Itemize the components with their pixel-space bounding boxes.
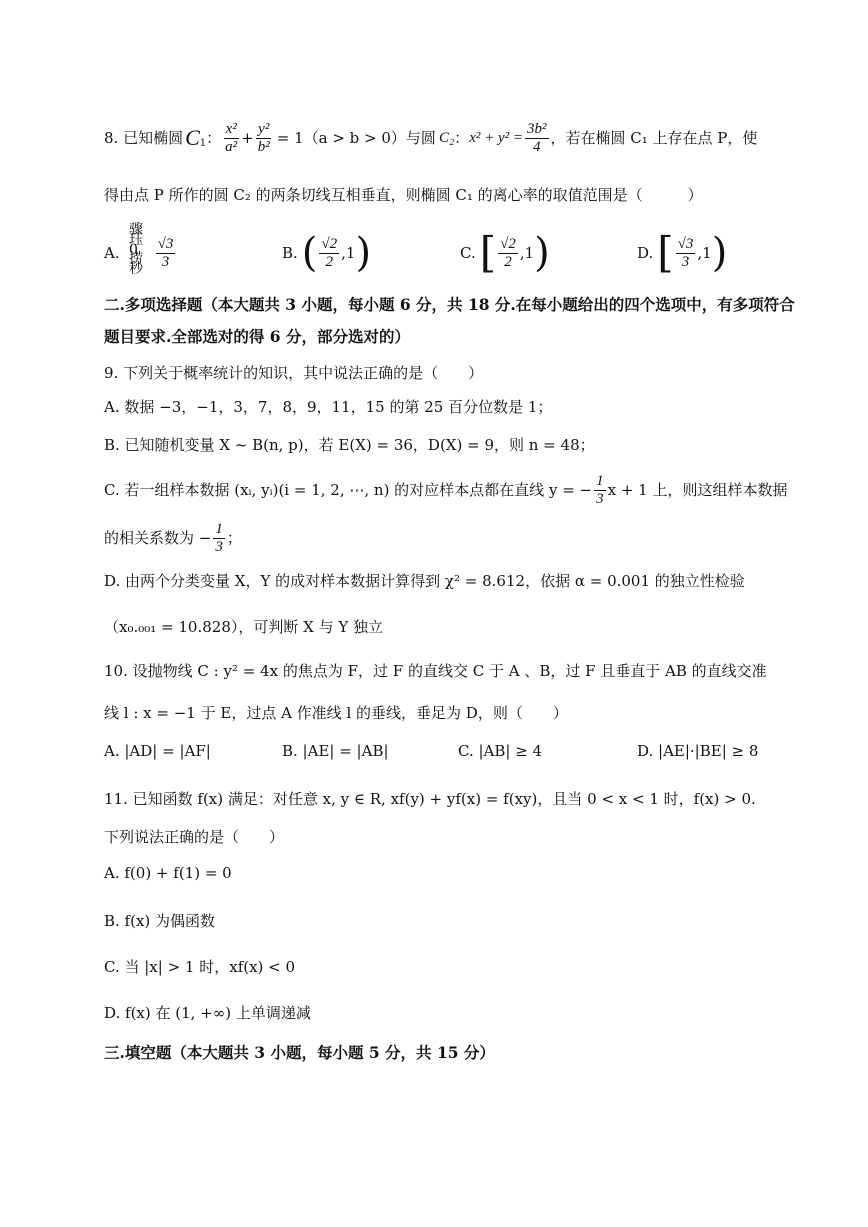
q8-option-a-label: A. [104, 244, 120, 262]
section3-heading: 三.填空题（本大题共 3 小题，每小题 5 分，共 15 分） [104, 1043, 495, 1062]
q10-option-a[interactable]: A. |AD| = |AF| [104, 742, 211, 760]
q8-option-a-frac [156, 236, 176, 270]
q8-colon1: ： [206, 129, 222, 147]
q9-c-frac [594, 473, 606, 507]
q11-option-c[interactable]: C. 当 |x| > 1 时，xf(x) < 0 [104, 958, 296, 976]
q9-option-d-line2: （x₀.₀₀₁ = 10.828），可判断 X 与 Y 独立 [104, 618, 384, 636]
q8-frac1-den: a² [225, 138, 238, 155]
q8-option-b-num: √2 [321, 236, 338, 252]
q8-frac-3b2-4 [525, 121, 549, 155]
q9-c2-frac [213, 521, 225, 555]
q9-option-a[interactable]: A. 数据 −3，−1，3，7，8，9，11，15 的第 25 百分位数是 1； [104, 398, 553, 416]
q8-c2: C₂ [438, 130, 455, 146]
q9-stem: 9. 下列关于概率统计的知识，其中说法正确的是（ ） [104, 364, 484, 382]
q9-c-suffix: x + 1 上，则这组样本数据 [607, 481, 788, 499]
q9-option-b[interactable]: B. 已知随机变量 X ~ B(n, p)，若 E(X) = 36，D(X) = 9，则 n = 48； [104, 436, 595, 454]
q9-c2-frac-den: 3 [215, 538, 223, 555]
q11-option-a[interactable]: A. f(0) + f(1) = 0 [104, 864, 232, 882]
q8-frac-x2a2 [223, 121, 239, 155]
q10-stem-line2: 线 l : x = −1 于 E，过点 A 作准线 l 的垂线，垂足为 D，则（ ） [104, 704, 568, 722]
q8-option-c[interactable] [460, 228, 550, 278]
q8-frac2-num: y² [258, 121, 270, 137]
q8-option-b-den: 2 [325, 253, 334, 270]
q8-option-b-lparen: ( [301, 230, 318, 276]
q10-stem-line1: 10. 设抛物线 C : y² = 4x 的焦点为 F，过 F 的直线交 C 于 A 、B，过 F 且垂直于 AB 的直线交准 [104, 662, 767, 680]
q8-stem-line1 [104, 118, 757, 158]
q8-option-d[interactable] [637, 228, 727, 278]
q8-prefix: 8. 已知椭圆 [104, 129, 184, 147]
q9-c2-prefix: 的相关系数为 − [104, 529, 212, 547]
q8-colon2: ： [454, 129, 470, 147]
q8-option-b-rparen: ) [355, 230, 372, 276]
q8-option-c-label: C. [460, 244, 476, 262]
q8-circle-lhs: x² + y² = [469, 130, 523, 146]
q8-option-d-label: D. [637, 244, 654, 262]
q8-option-a[interactable] [104, 222, 177, 278]
q8-option-c-den: 2 [504, 253, 512, 270]
q8-option-c-num: √2 [500, 236, 516, 252]
q10-option-b[interactable]: B. |AE| = |AB| [282, 742, 389, 760]
q8-option-b-tail: ,1 [341, 244, 356, 262]
q10-option-d[interactable]: D. |AE|·|BE| ≥ 8 [637, 742, 759, 760]
q8-option-a-num: √3 [157, 236, 174, 252]
q8-plus: + [241, 129, 254, 147]
q8-option-a-glitch: 骤 珏 0, 捞 秒 [129, 222, 140, 278]
q9-c-frac-den: 3 [596, 490, 604, 507]
q9-option-c-line2 [104, 516, 242, 560]
q8-option-b[interactable] [282, 228, 371, 278]
q9-c-prefix: C. 若一组样本数据 (xᵢ, yᵢ)(i = 1, 2, ⋯, n) 的对应样本点都在直线 y = − [104, 481, 593, 499]
q8-option-d-tail: ,1 [697, 244, 712, 262]
q8-frac3-den: 4 [533, 138, 541, 155]
q9-option-c-line1[interactable] [104, 468, 788, 512]
q8-option-d-num: √3 [677, 236, 694, 252]
section2-heading-line2: 题目要求.全部选对的得 6 分，部分选对的） [104, 327, 410, 346]
q8-frac-y2b2 [256, 121, 272, 155]
q8-c1-sub: 1 [199, 138, 207, 149]
q11-stem-line2: 下列说法正确的是（ ） [104, 828, 285, 846]
q8-option-a-den: 3 [161, 253, 170, 270]
q8-eq1: = 1（a > b > 0）与圆 [276, 129, 436, 147]
q8-option-d-rparen: ) [711, 230, 728, 276]
q8-option-c-frac [498, 236, 518, 270]
q11-stem-line1: 11. 已知函数 f(x) 满足：对任意 x, y ∈ R, xf(y) + yf(x) = f(xy)，且当 0 < x < 1 时，f(x) > 0. [104, 790, 756, 808]
q8-option-b-label: B. [282, 244, 298, 262]
q8-c1: C [185, 124, 200, 150]
q8-option-c-rparen: ) [534, 230, 550, 276]
q9-c-frac-num: 1 [596, 473, 604, 489]
q8-frac1-num: x² [225, 121, 237, 137]
q8-option-d-den: 3 [681, 253, 690, 270]
q10-option-c[interactable]: C. |AB| ≥ 4 [458, 742, 543, 760]
q11-option-d[interactable]: D. f(x) 在 (1, +∞) 上单调递减 [104, 1004, 311, 1022]
q8-option-b-frac [319, 236, 339, 270]
q8-frac3-num: 3b² [527, 121, 547, 137]
q8-option-c-lbracket: [ [479, 228, 497, 277]
section2-heading-line1: 二.多项选择题（本大题共 3 小题，每小题 6 分，共 18 分.在每小题给出的四个选项中，有多项符合 [104, 295, 795, 314]
q8-option-c-tail: ,1 [519, 244, 535, 262]
q8-frac2-den: b² [257, 138, 270, 155]
q8-suffix: ，若在椭圆 C₁ 上存在点 P，使 [550, 129, 758, 147]
q8-option-d-lbracket: [ [657, 228, 674, 277]
q9-option-d-line1[interactable]: D. 由两个分类变量 X，Y 的成对样本数据计算得到 χ² = 8.612，依据 α = 0.001 的独立性检验 [104, 572, 745, 590]
q11-option-b[interactable]: B. f(x) 为偶函数 [104, 912, 216, 930]
q8-stem-line2: 得由点 P 所作的圆 C₂ 的两条切线互相垂直，则椭圆 C₁ 的离心率的取值范围是（ ） [104, 186, 703, 204]
q9-c2-suffix: ； [226, 529, 242, 547]
q9-c2-frac-num: 1 [215, 521, 223, 537]
q8-option-d-frac [676, 236, 696, 270]
